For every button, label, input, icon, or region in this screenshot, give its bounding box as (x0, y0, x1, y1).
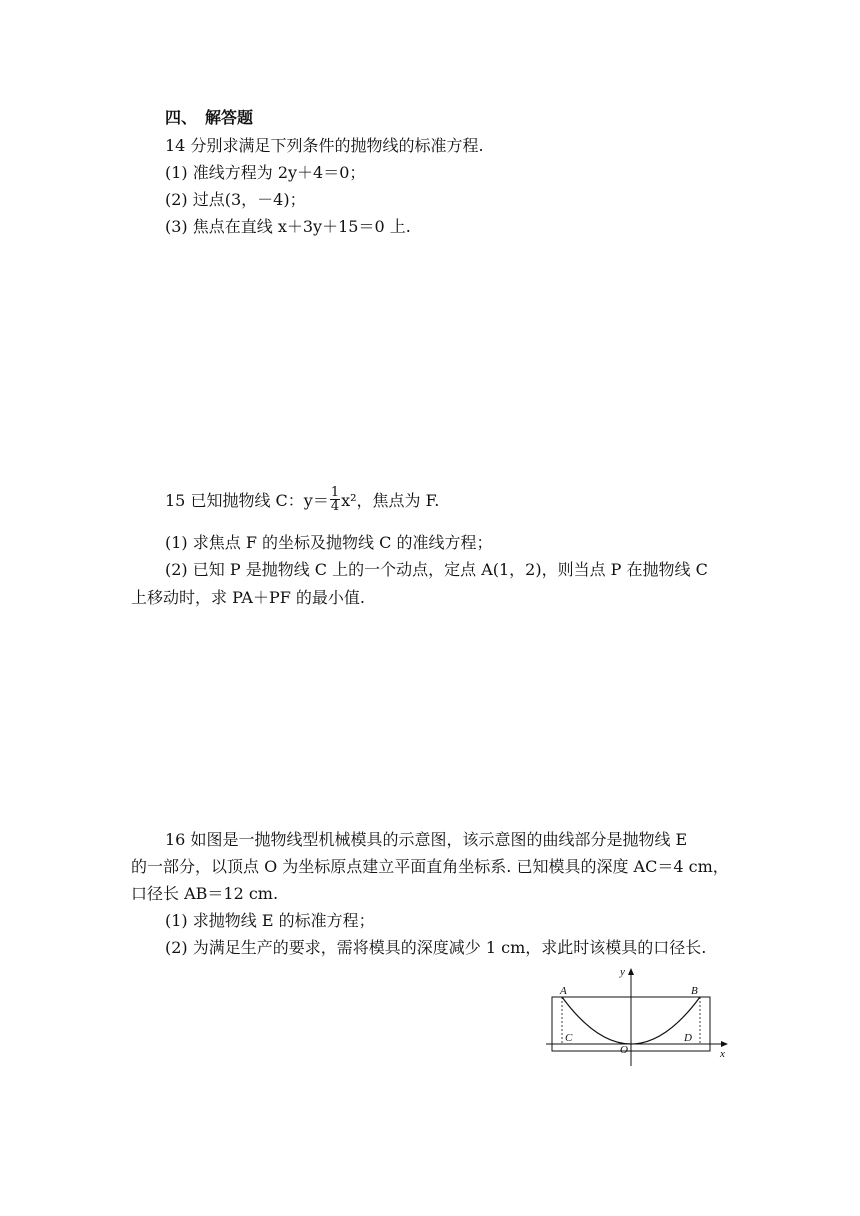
q16-stem-line1: 16 如图是一抛物线型机械模具的示意图，该示意图的曲线部分是抛物线 E (165, 830, 688, 849)
label-y: y (620, 966, 625, 978)
q14-part1: (1) 准线方程为 2y＋4＝0； (165, 163, 366, 182)
q14-part2: (2) 过点(3，－4)； (165, 190, 306, 209)
q15-part2-line2: 上移动时，求 PA＋PF 的最小值. (131, 588, 365, 607)
q15-part2-line1: (2) 已知 P 是抛物线 C 上的一个动点，定点 A(1，2)，则当点 P 在抛物线 C (165, 560, 708, 579)
q16-part2: (2) 为满足生产的要求，需将模具的深度减少 1 cm，求此时该模具的口径长. (165, 938, 707, 957)
q15-part1: (1) 求焦点 F 的坐标及抛物线 C 的准线方程； (165, 533, 493, 552)
q15-stem-pre: 15 已知抛物线 C：y＝ (165, 491, 329, 510)
q16-stem-line2: 的一部分，以顶点 O 为坐标原点建立平面直角坐标系. 已知模具的深度 AC＝4 cm， (131, 857, 729, 876)
mold-figure (540, 960, 740, 1072)
label-b: B (691, 985, 698, 997)
q14-stem: 14 分别求满足下列条件的抛物线的标准方程. (165, 136, 484, 155)
section-heading: 四、 解答题 (165, 108, 254, 127)
q16-stem-line3: 口径长 AB＝12 cm. (131, 884, 279, 903)
label-c: C (565, 1032, 573, 1044)
q15-fraction-numerator: 1 (330, 485, 340, 500)
q16-part1: (1) 求抛物线 E 的标准方程； (165, 911, 375, 930)
label-a: A (560, 985, 567, 997)
y-axis-arrow (628, 968, 634, 975)
label-d: D (684, 1032, 692, 1044)
label-o: O (620, 1044, 628, 1056)
q15-fraction (330, 486, 340, 513)
x-axis-arrow (721, 1041, 728, 1047)
q15-stem-post: x²，焦点为 F. (341, 491, 440, 510)
label-x: x (720, 1048, 725, 1060)
q15-fraction-denominator: 4 (330, 499, 340, 514)
q15-stem (165, 485, 440, 515)
q14-part3: (3) 焦点在直线 x＋3y＋15＝0 上. (165, 217, 411, 236)
